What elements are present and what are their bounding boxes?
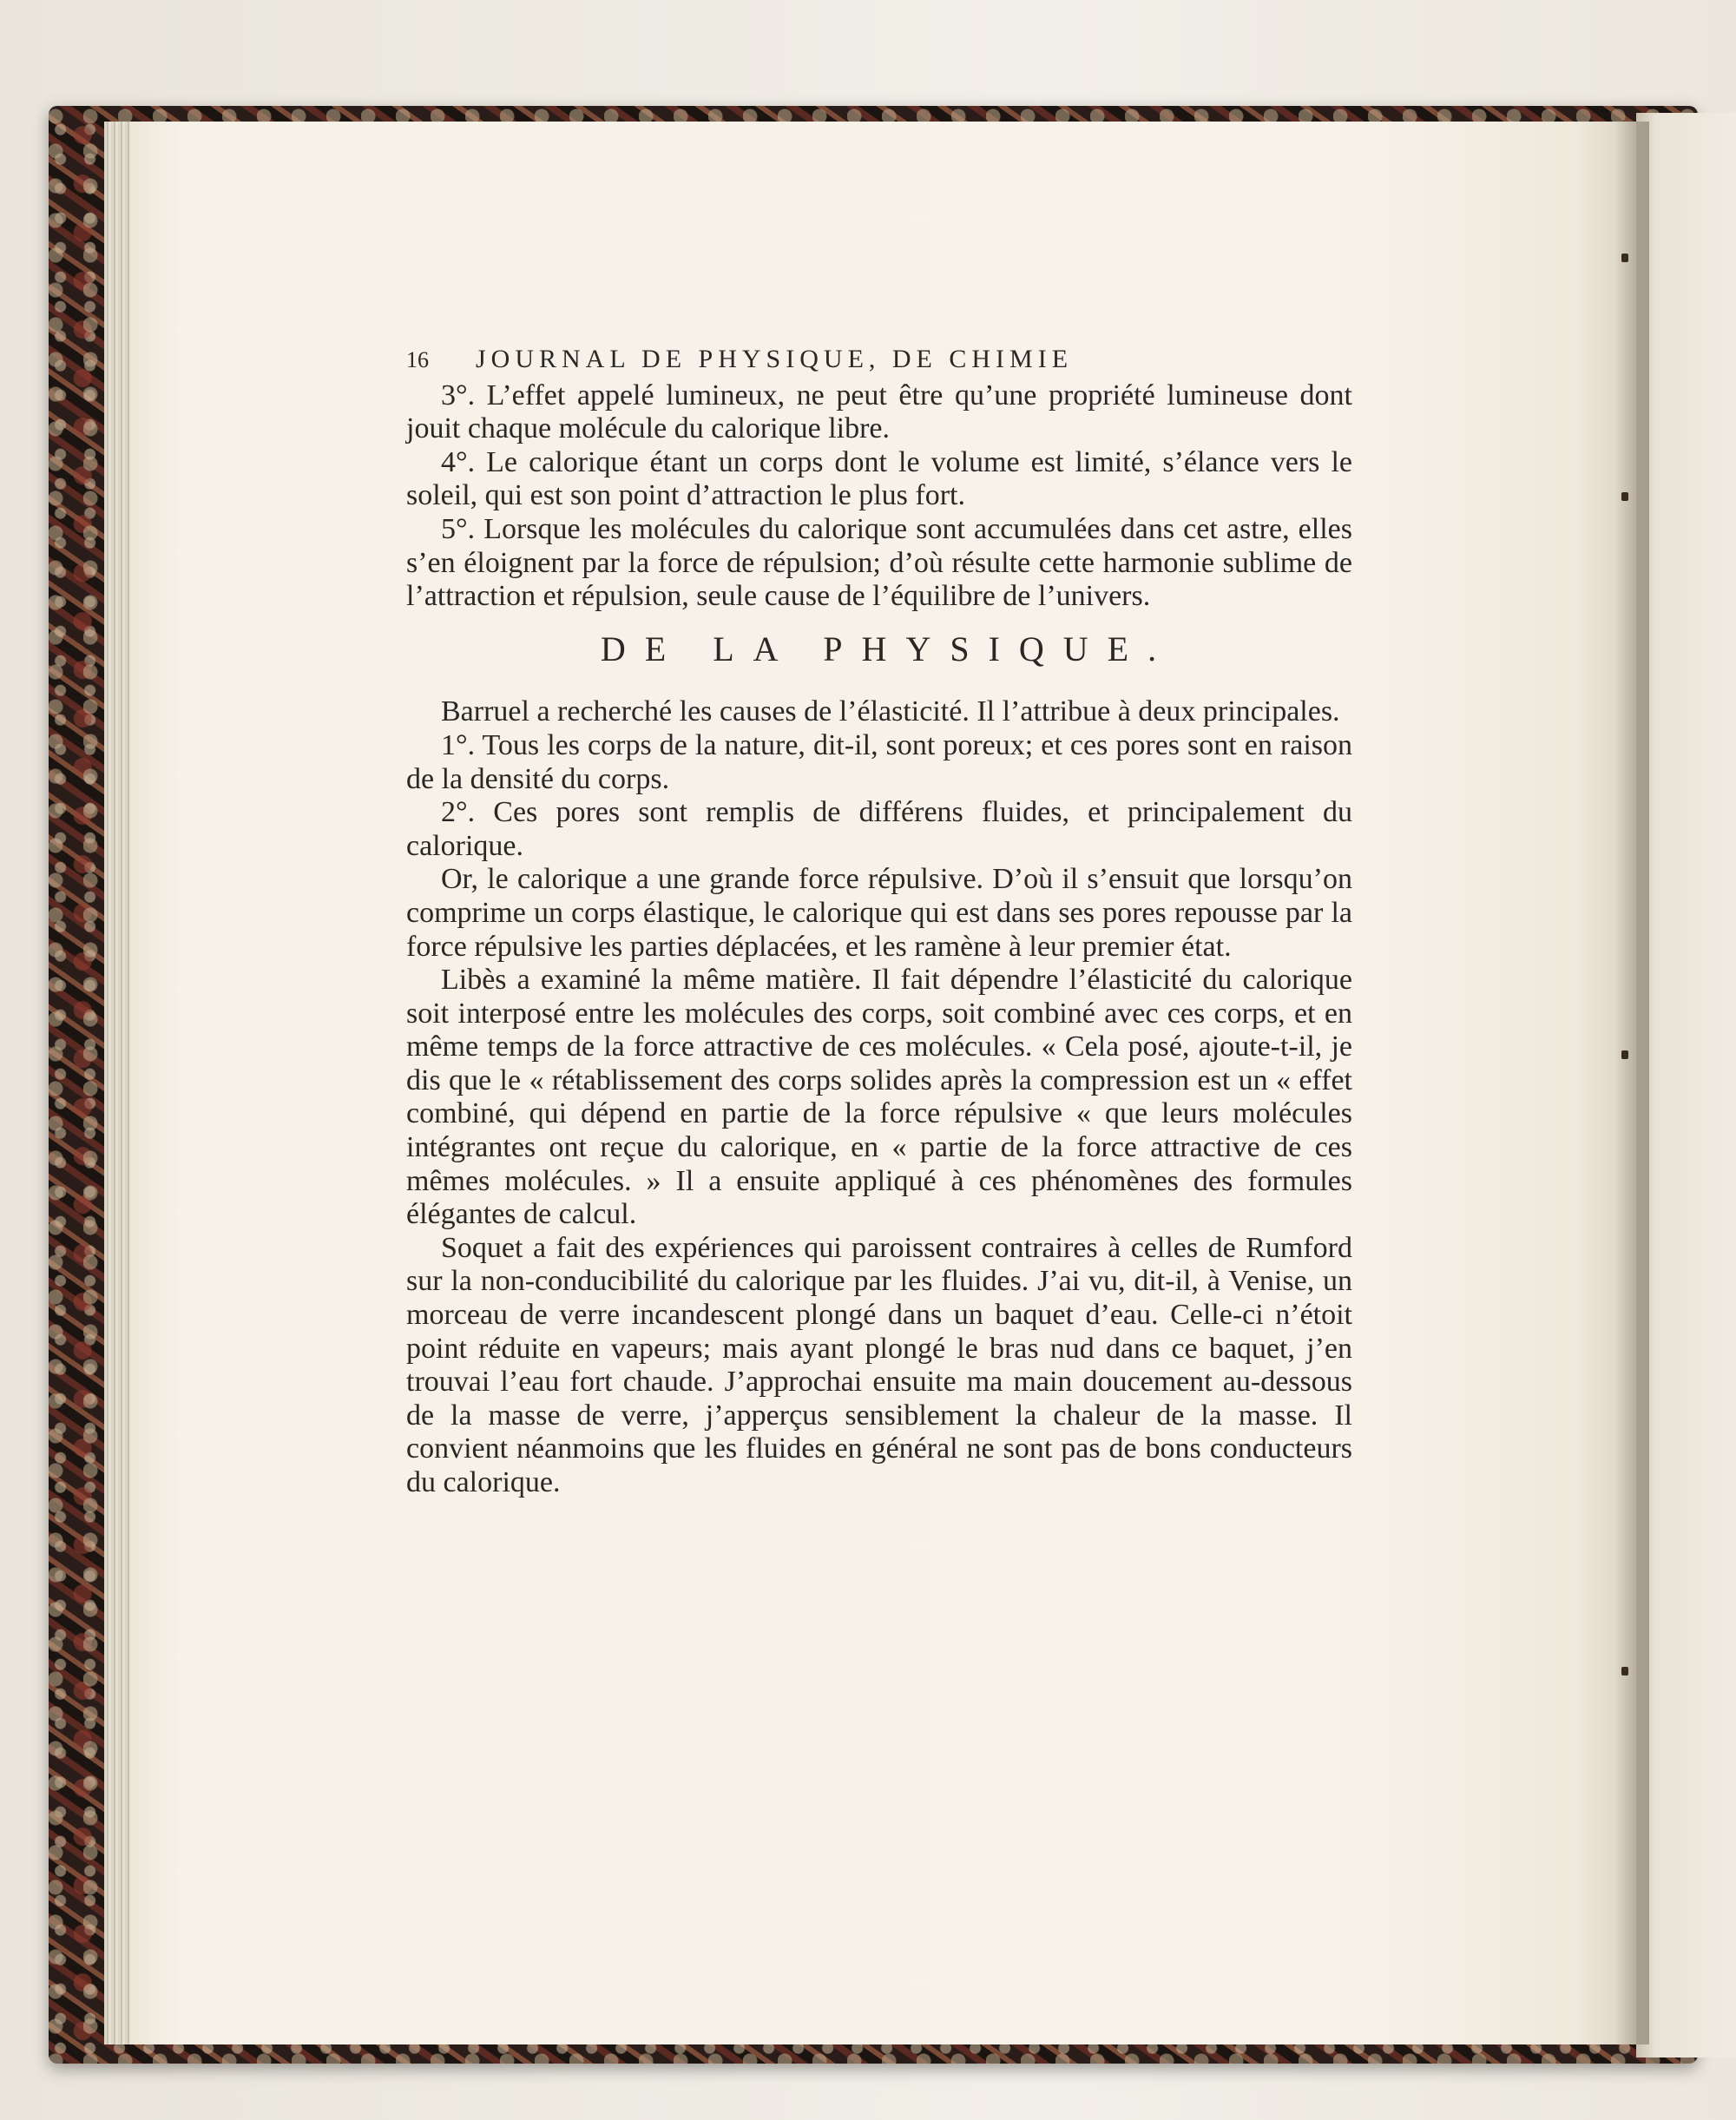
- section-heading: DE LA PHYSIQUE.: [600, 629, 1176, 668]
- binding-thread-mark: [1621, 1050, 1628, 1059]
- paragraph: Barruel a recherché les causes de l’élasticité. Il l’attribue à deux principales.: [441, 695, 1340, 728]
- binding-thread-mark: [1621, 1667, 1628, 1676]
- gutter-shadow: [1614, 122, 1649, 2044]
- facing-page-edge: [1636, 113, 1736, 2057]
- paragraph: 1°. Tous les corps de la nature, dit-il, sont poreux; et ces pores sont en raison de la densité du corps.: [406, 728, 1352, 795]
- running-head: [406, 343, 1352, 378]
- page-number: 16: [406, 347, 429, 372]
- paragraph: Libès a examiné la même matière. Il fait dépendre l’élasticité du calorique soit interposé entre les molécules des corps, soit combiné avec ces corps, et en même temps de la force attractive de ces molécules. « Cela posé, ajoute-t-il, je dis que le « rétablissement des corps solides après la compression est un « effet combiné, qui dépend en partie de la force répulsive « que leurs molécules intégrantes ont reçue du calorique, en « partie de la force attractive de ces mêmes molécules. » Il a ensuite appliqué à ces phénomènes des formules élégantes de calcul.: [406, 964, 1352, 1231]
- page-text-block: [406, 343, 1352, 1500]
- paragraph: 5°. Lorsque les molécules du calorique sont accumulées dans cet astre, elles s’en éloignent par la force de répulsion; d’où résulte cette harmonie sublime de l’attraction et répulsion, seule cause de l’équilibre de l’univers.: [406, 512, 1352, 613]
- paragraph: 2°. Ces pores sont remplis de différens fluides, et principalement du calorique.: [406, 796, 1352, 862]
- paragraph: Or, le calorique a une grande force répulsive. D’où il s’ensuit que lorsqu’on comprime un corps élastique, le calorique qui est dans ses pores repousse par la force répulsive les parties déplacées, et les ramène à leur premier état.: [406, 863, 1352, 963]
- paragraph: Soquet a fait des expériences qui paroissent contraires à celles de Rumford sur la non-conducibilité du calorique par les fluides. J’ai vu, dit-il, à Venise, un morceau de verre incandescent plongé dans un baquet d’eau. Celle-ci n’étoit point réduite en vapeurs; mais ayant plongé le bras nud dans ce baquet, j’en trouvai l’eau fort chaude. J’approchai ensuite ma main doucement au-dessous de la masse de verre, j’apperçus sensiblement la chaleur de la masse. Il convient néanmoins que les fluides en général ne sont pas de bons conducteurs du calorique.: [406, 1231, 1352, 1498]
- paragraph: 4°. Le calorique étant un corps dont le volume est limité, s’élance vers le soleil, qui est son point d’attraction le plus fort.: [406, 445, 1352, 512]
- binding-thread-mark: [1621, 492, 1628, 501]
- paragraph: 3°. L’effet appelé lumineux, ne peut être qu’une propriété lumineuse dont jouit chaque molécule du calorique libre.: [406, 379, 1352, 445]
- page-edge-stack: [104, 122, 130, 2044]
- binding-thread-mark: [1621, 253, 1628, 262]
- running-title: JOURNAL DE PHYSIQUE, DE CHIMIE: [476, 345, 1074, 373]
